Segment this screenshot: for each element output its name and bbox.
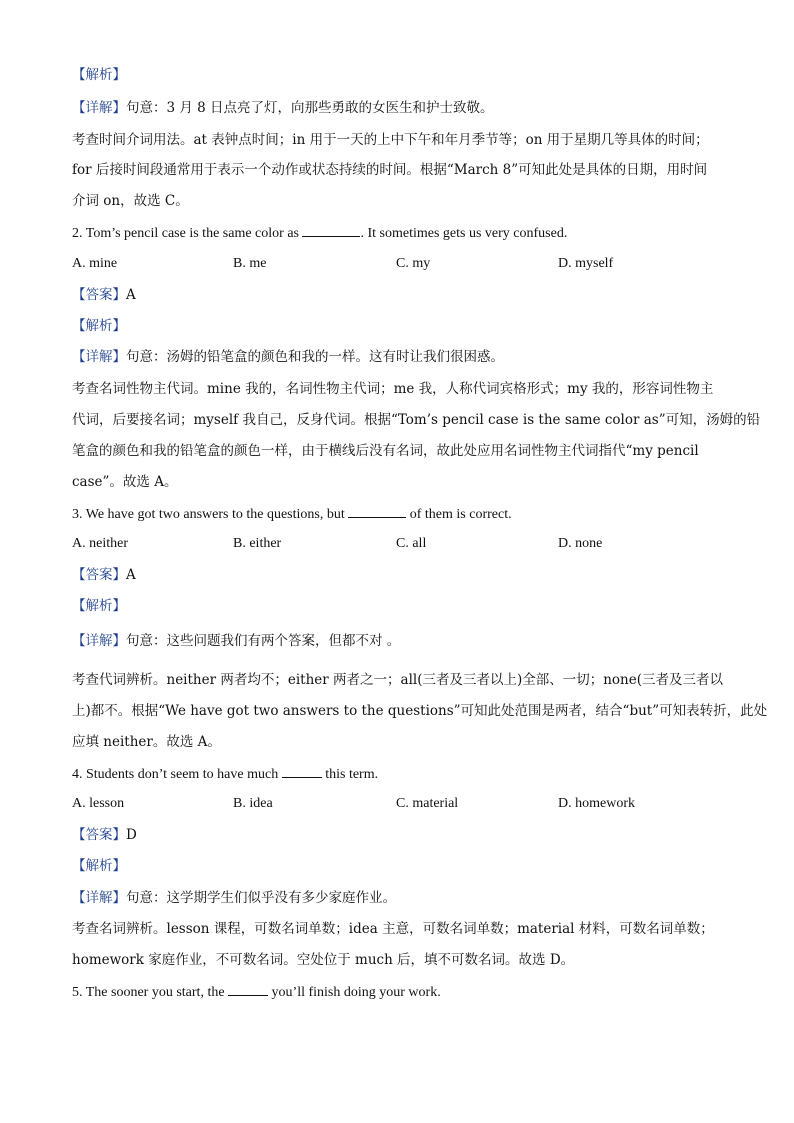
analysis-label: 【解析】 xyxy=(72,318,126,334)
q1-analysis-heading xyxy=(72,66,722,84)
q2-explanation-line-4: case”。故选 A。 xyxy=(72,474,178,490)
q2-explanation-line-3: 笔盒的颜色和我的铅笔盒的颜色一样，由于横线后没有名词，故此处应用名词性物主代词指代“my pencil xyxy=(72,443,699,459)
q4-option-b: B. idea xyxy=(233,796,273,811)
q4-blank xyxy=(282,764,322,778)
q1-explanation-line-1: 考查时间介词用法。at 表钟点时间；in 用于一天的上中下午和年月季节等；on 用于星期几等具体的时间； xyxy=(72,132,709,148)
q5-stem-part-b: you’ll finish doing your work. xyxy=(271,985,441,1000)
detail-label: 【详解】 xyxy=(72,890,126,906)
q2-detail-text: 句意：汤姆的铅笔盒的颜色和我的一样。这有时让我们很困惑。 xyxy=(126,349,504,365)
q4-stem-part-a: 4. Students don’t seem to have much xyxy=(72,767,279,782)
q2-stem-part-a: 2. Tom’s pencil case is the same color as xyxy=(72,226,299,241)
answer-label: 【答案】 xyxy=(72,567,126,583)
q4-detail xyxy=(72,889,722,907)
q3-option-c: C. all xyxy=(396,536,427,551)
q4-option-a: A. lesson xyxy=(72,796,125,811)
q3-analysis-heading xyxy=(72,597,722,615)
q1-detail-text: 句意：3 月 8 日点亮了灯，向那些勇敢的女医生和护士致敬。 xyxy=(126,100,494,116)
q2-option-a: A. mine xyxy=(72,256,118,271)
q1-explanation-line-2: for 后接时间段通常用于表示一个动作或状态持续的时间。根据“March 8”可知此处是具体的日期，用时间 xyxy=(72,162,708,178)
q4-explanation-line-1: 考查名词辨析。lesson 课程，可数名词单数；idea 主意，可数名词单数；material 材料，可数名词单数； xyxy=(72,921,714,937)
q2-explanation-line-2: 代词，后要接名词；myself 我自己，反身代词。根据“Tom’s pencil case is the same color as”可知，汤姆的铅 xyxy=(72,412,761,428)
q2-detail xyxy=(72,348,722,366)
q3-option-b: B. either xyxy=(233,536,282,551)
q2-blank xyxy=(302,223,360,237)
q3-explanation-line-3: 应填 neither。故选 A。 xyxy=(72,734,221,750)
analysis-label: 【解析】 xyxy=(72,67,126,83)
q2-answer xyxy=(72,286,722,304)
q5-stem-part-a: 5. The sooner you start, the xyxy=(72,985,225,1000)
q2-option-b: B. me xyxy=(233,256,267,271)
answer-label: 【答案】 xyxy=(72,827,126,843)
q4-explanation-line-2: homework 家庭作业，不可数名词。空处位于 much 后，填不可数名词。故选 D。 xyxy=(72,952,575,968)
q2-stem-part-b: . It sometimes gets us very confused. xyxy=(360,226,568,241)
q3-answer xyxy=(72,566,722,584)
q3-answer-value: A xyxy=(126,567,136,583)
q3-stem-part-b: of them is correct. xyxy=(409,507,512,522)
q4-option-c: C. material xyxy=(396,796,459,811)
q3-detail-text: 句意：这些问题我们有两个答案，但都不对 。 xyxy=(126,633,401,649)
q2-explanation-line-1: 考查名词性物主代词。mine 我的，名词性物主代词；me 我，人称代词宾格形式；my 我的，形容词性物主 xyxy=(72,381,714,397)
q3-detail xyxy=(72,632,722,650)
q5-stem xyxy=(72,982,722,1002)
q2-option-c: C. my xyxy=(396,256,431,271)
analysis-label: 【解析】 xyxy=(72,598,126,614)
q3-explanation-line-2: 上)都不。根据“We have got two answers to the questions”可知此处范围是两者，结合“but”可知表转折，此处 xyxy=(72,703,768,719)
q3-blank xyxy=(348,504,406,518)
q2-option-d: D. myself xyxy=(558,256,614,271)
q1-detail xyxy=(72,99,722,117)
detail-label: 【详解】 xyxy=(72,100,126,116)
analysis-label: 【解析】 xyxy=(72,858,126,874)
q4-answer-value: D xyxy=(126,827,137,843)
q3-explanation-line-1: 考查代词辨析。neither 两者均不；either 两者之一；all(三者及三者以上)全部、一切；none(三者及三者以 xyxy=(72,672,724,688)
q3-stem xyxy=(72,504,722,524)
answer-label: 【答案】 xyxy=(72,287,126,303)
q3-option-a: A. neither xyxy=(72,536,128,551)
q2-answer-value: A xyxy=(126,287,136,303)
q1-explanation-line-3: 介词 on，故选 C。 xyxy=(72,193,189,209)
q4-stem-part-b: this term. xyxy=(325,767,379,782)
q4-detail-text: 句意：这学期学生们似乎没有多少家庭作业。 xyxy=(126,890,396,906)
q5-blank xyxy=(228,982,268,996)
detail-label: 【详解】 xyxy=(72,349,126,365)
q4-stem xyxy=(72,764,722,784)
q4-option-d: D. homework xyxy=(558,796,635,811)
q3-stem-part-a: 3. We have got two answers to the questions, but xyxy=(72,507,345,522)
q4-analysis-heading xyxy=(72,857,722,875)
q4-answer xyxy=(72,826,722,844)
q2-stem xyxy=(72,223,722,243)
detail-label: 【详解】 xyxy=(72,633,126,649)
q3-option-d: D. none xyxy=(558,536,603,551)
q2-analysis-heading xyxy=(72,317,722,335)
